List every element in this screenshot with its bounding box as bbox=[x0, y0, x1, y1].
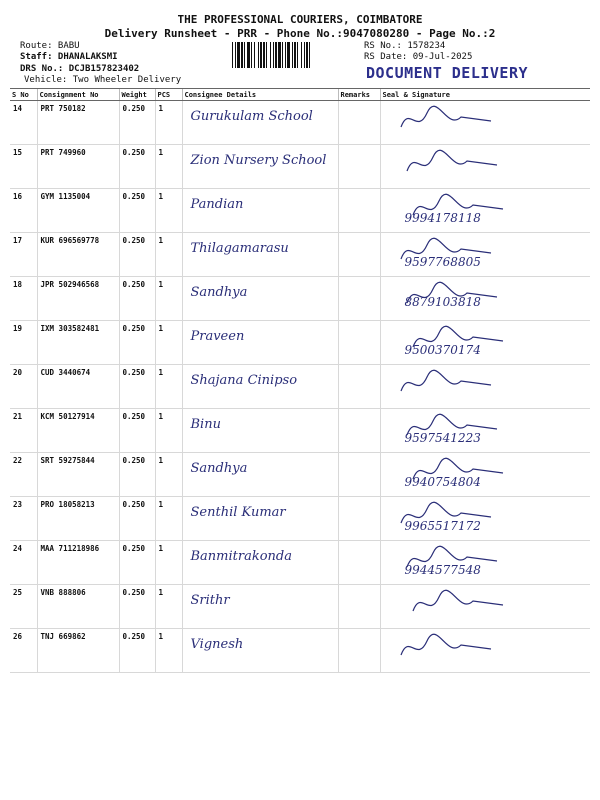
signature-phone: 9500370174 bbox=[404, 343, 481, 357]
weight-cell: 0.250 bbox=[119, 453, 155, 497]
col-header-consignment: Consignment No bbox=[37, 89, 119, 101]
pcs-cell: 1 bbox=[155, 365, 182, 409]
consignment-cell: KUR 696569778 bbox=[37, 233, 119, 277]
sno-cell: 22 bbox=[10, 453, 37, 497]
sno-cell: 17 bbox=[10, 233, 37, 277]
weight-cell: 0.250 bbox=[119, 233, 155, 277]
handwritten-signature bbox=[381, 629, 581, 669]
pcs-cell: 1 bbox=[155, 277, 182, 321]
consignee-cell bbox=[182, 497, 338, 541]
remarks-cell bbox=[338, 453, 380, 497]
consignee-handwritten-name: Senthil Kumar bbox=[190, 505, 286, 520]
pcs-cell: 1 bbox=[155, 145, 182, 189]
handwritten-signature bbox=[381, 365, 581, 405]
pcs-cell: 1 bbox=[155, 101, 182, 145]
signature-cell bbox=[380, 541, 590, 585]
consignee-handwritten-name: Banmitrakonda bbox=[190, 549, 292, 564]
weight-cell: 0.250 bbox=[119, 409, 155, 453]
remarks-cell bbox=[338, 585, 380, 629]
drs-number: DRS No.: DCJB157823402 bbox=[20, 64, 140, 74]
table-row bbox=[10, 585, 590, 629]
consignee-handwritten-name: Shajana Cinipso bbox=[190, 373, 298, 388]
signature-cell bbox=[380, 629, 590, 673]
sno-cell: 25 bbox=[10, 585, 37, 629]
consignee-handwritten-name: Gurukulam School bbox=[190, 109, 313, 124]
col-header-remarks: Remarks bbox=[338, 89, 380, 101]
signature-phone: 9597768805 bbox=[404, 255, 481, 269]
consignee-cell bbox=[182, 233, 338, 277]
consignee-cell bbox=[182, 101, 338, 145]
consignee-handwritten-name: Pandian bbox=[190, 197, 244, 212]
sno-cell: 21 bbox=[10, 409, 37, 453]
sno-cell: 24 bbox=[10, 541, 37, 585]
signature-phone: 9944577548 bbox=[404, 563, 481, 577]
barcode bbox=[232, 42, 360, 68]
table-row bbox=[10, 629, 590, 673]
col-header-consignee: Consignee Details bbox=[182, 89, 338, 101]
consignee-cell bbox=[182, 409, 338, 453]
remarks-cell bbox=[338, 145, 380, 189]
table-row bbox=[10, 541, 590, 585]
consignee-handwritten-name: Thilagamarasu bbox=[190, 241, 289, 256]
signature-cell bbox=[380, 233, 590, 277]
pcs-cell: 1 bbox=[155, 409, 182, 453]
signature-phone: 8879103818 bbox=[404, 295, 481, 309]
table-header-row bbox=[10, 89, 590, 101]
table-row bbox=[10, 145, 590, 189]
col-header-sno: S No bbox=[10, 89, 37, 101]
sno-cell: 26 bbox=[10, 629, 37, 673]
pcs-cell: 1 bbox=[155, 629, 182, 673]
consignee-cell bbox=[182, 629, 338, 673]
pcs-cell: 1 bbox=[155, 541, 182, 585]
weight-cell: 0.250 bbox=[119, 585, 155, 629]
pcs-cell: 1 bbox=[155, 585, 182, 629]
consignment-cell: PRO 18058213 bbox=[37, 497, 119, 541]
consignment-cell: MAA 711218986 bbox=[37, 541, 119, 585]
remarks-cell bbox=[338, 101, 380, 145]
pcs-cell: 1 bbox=[155, 321, 182, 365]
signature-phone: 9597541223 bbox=[404, 431, 481, 445]
consignee-cell bbox=[182, 145, 338, 189]
company-title: THE PROFESSIONAL COURIERS, COIMBATORE bbox=[177, 13, 423, 26]
remarks-cell bbox=[338, 365, 380, 409]
consignee-handwritten-name: Sandhya bbox=[190, 461, 248, 476]
pcs-cell: 1 bbox=[155, 233, 182, 277]
remarks-cell bbox=[338, 233, 380, 277]
pcs-cell: 1 bbox=[155, 189, 182, 233]
pcs-cell: 1 bbox=[155, 497, 182, 541]
consignee-cell bbox=[182, 321, 338, 365]
sno-cell: 18 bbox=[10, 277, 37, 321]
runsheet-table bbox=[10, 88, 590, 673]
signature-cell bbox=[380, 101, 590, 145]
consignee-handwritten-name: Srithr bbox=[190, 593, 230, 608]
weight-cell: 0.250 bbox=[119, 629, 155, 673]
signature-phone: 9940754804 bbox=[404, 475, 481, 489]
runsheet-subtitle: Delivery Runsheet - PRR - Phone No.:9047080280 - Page No.:2 bbox=[104, 27, 496, 40]
col-header-pcs: PCS bbox=[155, 89, 182, 101]
consignee-cell bbox=[182, 277, 338, 321]
consignment-cell: JPR 502946568 bbox=[37, 277, 119, 321]
table-row bbox=[10, 453, 590, 497]
table-row bbox=[10, 497, 590, 541]
table-row bbox=[10, 189, 590, 233]
signature-phone: 9965517172 bbox=[404, 519, 481, 533]
remarks-cell bbox=[338, 629, 380, 673]
rs-date: RS Date: 09-Jul-2025 bbox=[364, 52, 473, 62]
weight-cell: 0.250 bbox=[119, 101, 155, 145]
consignment-cell: KCM 50127914 bbox=[37, 409, 119, 453]
consignment-cell: GYM 1135004 bbox=[37, 189, 119, 233]
weight-cell: 0.250 bbox=[119, 189, 155, 233]
staff-label: Staff: DHANALAKSMI bbox=[20, 52, 118, 62]
col-header-signature: Seal & Signature bbox=[380, 89, 590, 101]
col-header-weight: Weight bbox=[119, 89, 155, 101]
table-row bbox=[10, 321, 590, 365]
consignment-cell: SRT 59275844 bbox=[37, 453, 119, 497]
signature-cell bbox=[380, 277, 590, 321]
table-row bbox=[10, 365, 590, 409]
weight-cell: 0.250 bbox=[119, 277, 155, 321]
remarks-cell bbox=[338, 321, 380, 365]
table-row bbox=[10, 409, 590, 453]
signature-cell bbox=[380, 585, 590, 629]
remarks-cell bbox=[338, 189, 380, 233]
rs-number: RS No.: 1578234 bbox=[364, 41, 446, 51]
remarks-cell bbox=[338, 277, 380, 321]
signature-cell bbox=[380, 365, 590, 409]
consignment-cell: IXM 303582481 bbox=[37, 321, 119, 365]
consignment-cell: TNJ 669862 bbox=[37, 629, 119, 673]
sno-cell: 14 bbox=[10, 101, 37, 145]
remarks-cell bbox=[338, 541, 380, 585]
handwritten-signature bbox=[381, 101, 581, 141]
consignee-handwritten-name: Zion Nursery School bbox=[190, 153, 327, 168]
pcs-cell: 1 bbox=[155, 453, 182, 497]
remarks-cell bbox=[338, 409, 380, 453]
weight-cell: 0.250 bbox=[119, 321, 155, 365]
signature-phone: 9994178118 bbox=[404, 211, 481, 225]
sno-cell: 15 bbox=[10, 145, 37, 189]
vehicle-label: Vehicle: Two Wheeler Delivery bbox=[24, 75, 182, 85]
consignment-cell: PRT 749960 bbox=[37, 145, 119, 189]
document-delivery-stamp: DOCUMENT DELIVERY bbox=[366, 64, 529, 82]
consignee-handwritten-name: Binu bbox=[190, 417, 221, 432]
consignee-cell bbox=[182, 189, 338, 233]
weight-cell: 0.250 bbox=[119, 145, 155, 189]
signature-cell bbox=[380, 497, 590, 541]
table-row bbox=[10, 277, 590, 321]
consignee-cell bbox=[182, 453, 338, 497]
consignee-cell bbox=[182, 585, 338, 629]
signature-cell bbox=[380, 409, 590, 453]
consignee-handwritten-name: Praveen bbox=[190, 329, 245, 344]
sno-cell: 19 bbox=[10, 321, 37, 365]
handwritten-signature bbox=[381, 145, 581, 185]
weight-cell: 0.250 bbox=[119, 365, 155, 409]
signature-cell bbox=[380, 453, 590, 497]
consignment-cell: PRT 750182 bbox=[37, 101, 119, 145]
consignee-handwritten-name: Sandhya bbox=[190, 285, 248, 300]
signature-cell bbox=[380, 145, 590, 189]
remarks-cell bbox=[338, 497, 380, 541]
weight-cell: 0.250 bbox=[119, 497, 155, 541]
weight-cell: 0.250 bbox=[119, 541, 155, 585]
signature-cell bbox=[380, 321, 590, 365]
table-row bbox=[10, 233, 590, 277]
sno-cell: 20 bbox=[10, 365, 37, 409]
consignment-cell: VNB 888806 bbox=[37, 585, 119, 629]
route-label: Route: BABU bbox=[20, 41, 80, 51]
consignee-handwritten-name: Vignesh bbox=[190, 637, 244, 652]
handwritten-signature bbox=[381, 585, 581, 625]
sno-cell: 23 bbox=[10, 497, 37, 541]
consignee-cell bbox=[182, 365, 338, 409]
table-row bbox=[10, 101, 590, 145]
consignment-cell: CUD 3440674 bbox=[37, 365, 119, 409]
sno-cell: 16 bbox=[10, 189, 37, 233]
signature-cell bbox=[380, 189, 590, 233]
consignee-cell bbox=[182, 541, 338, 585]
